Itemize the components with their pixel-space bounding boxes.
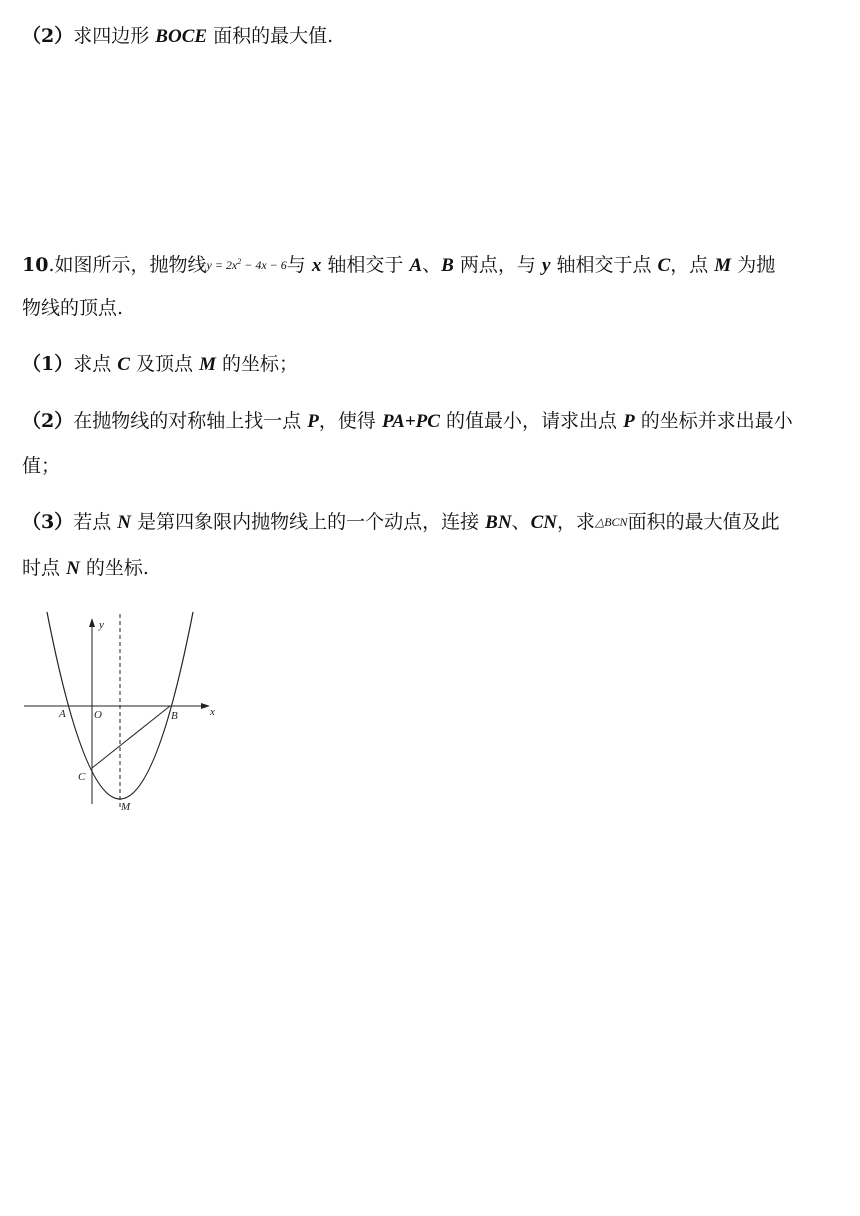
text: 求点	[73, 353, 112, 375]
shape-name: BOCE	[155, 26, 208, 47]
text: 、	[422, 254, 442, 276]
label-A: A	[59, 708, 66, 720]
point-A: A	[409, 255, 423, 276]
part-number: （1）	[22, 353, 74, 375]
label-M: M	[121, 801, 131, 813]
text: ，使得	[318, 410, 376, 432]
parabola-equation: $y = 2x^2 - 4x - 6$	[206, 257, 287, 272]
part-number: （2）	[22, 25, 74, 47]
segment-CN: CN	[530, 512, 557, 533]
text: 的坐标并求出最小	[640, 410, 793, 432]
parabola-figure	[20, 608, 230, 818]
text: 的坐标；	[222, 353, 299, 375]
text: 求四边形	[73, 25, 150, 47]
question-10-part-3-line-1	[22, 510, 780, 535]
point-M: M	[714, 255, 732, 276]
prev-question-part-2	[22, 24, 333, 49]
part-number: （3）	[22, 511, 74, 533]
text: 在抛物线的对称轴上找一点	[73, 410, 302, 432]
label-x: x	[210, 706, 215, 718]
var-y: y	[541, 255, 551, 276]
text: 两点，与	[459, 254, 536, 276]
text: 、	[511, 511, 531, 533]
question-10-part-3-line-2	[22, 556, 149, 581]
text: 为抛	[737, 254, 776, 276]
segment-CB	[92, 706, 170, 768]
question-10-stem-line-2	[22, 296, 123, 320]
expression: PA+PC	[381, 411, 440, 432]
text: 物线的顶点.	[22, 297, 124, 319]
label-B: B	[171, 710, 178, 722]
triangle-BCN: △BCN	[594, 515, 628, 529]
text: ，求	[556, 511, 595, 533]
text: 面积的最大值及此	[627, 511, 780, 533]
label-y: y	[99, 619, 104, 631]
point-N: N	[66, 558, 80, 579]
question-10-part-1	[22, 352, 298, 377]
text: 值；	[22, 455, 61, 477]
y-axis-arrow-icon	[89, 618, 95, 627]
text: 轴相交于点	[556, 254, 652, 276]
point-P: P	[623, 411, 635, 432]
point-N: N	[117, 512, 132, 533]
point-M: M	[199, 354, 216, 375]
point-C: C	[657, 255, 671, 276]
question-10-stem-line-1	[22, 250, 775, 278]
text: .如图所示，抛物线	[48, 254, 207, 276]
text: ，点	[670, 254, 709, 276]
text: 面积的最大值.	[213, 25, 334, 47]
point-P: P	[307, 411, 319, 432]
label-O: O	[94, 709, 102, 721]
var-x: x	[311, 255, 322, 276]
text: 时点	[22, 557, 61, 579]
text: 的坐标.	[85, 557, 149, 579]
text: 轴相交于	[327, 254, 404, 276]
question-10-part-2-line-2	[22, 454, 60, 478]
text: 是第四象限内抛物线上的一个动点，连接	[137, 511, 480, 533]
text: 若点	[73, 511, 112, 533]
text: 的值最小，请求出点	[446, 410, 618, 432]
point-B: B	[441, 255, 454, 276]
part-number: （2）	[22, 410, 74, 432]
point-C: C	[117, 354, 130, 375]
text: 与	[286, 254, 306, 276]
question-number: 10	[22, 254, 49, 276]
question-10-part-2-line-1	[22, 409, 793, 434]
x-axis-arrow-icon	[201, 703, 210, 709]
text: 及顶点	[136, 353, 194, 375]
label-C: C	[78, 771, 86, 783]
segment-BN: BN	[485, 512, 512, 533]
